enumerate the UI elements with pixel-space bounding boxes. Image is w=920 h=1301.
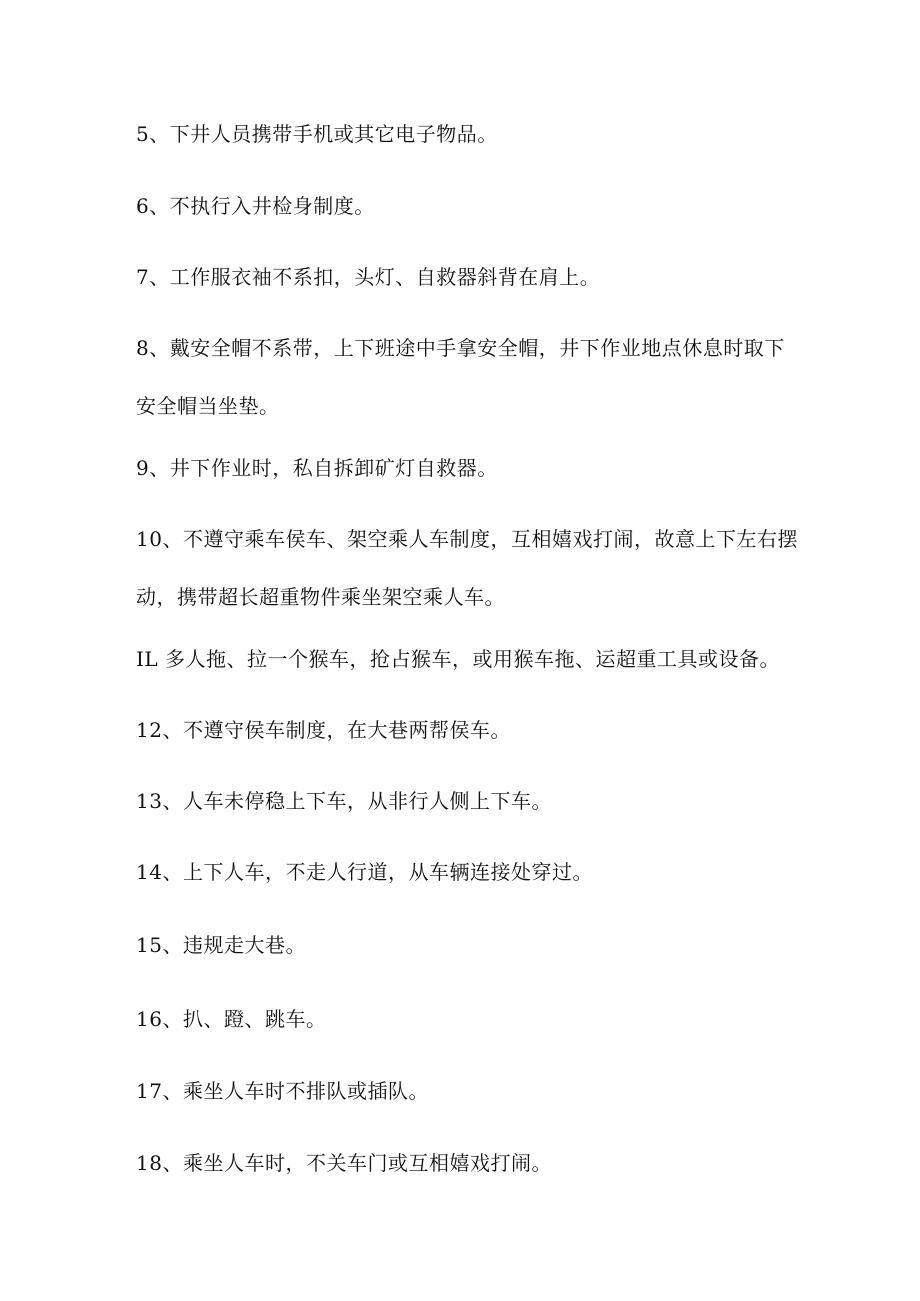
item-9-line-1: 9、井下作业时，私自拆卸矿灯自救器。 — [136, 456, 498, 480]
item-7-line-1: 7、工作服衣袖不系扣，头灯、自救器斜背在肩上。 — [136, 265, 601, 289]
item-7 — [136, 248, 796, 306]
item-8 — [136, 319, 796, 435]
item-16-line-1: 16、扒、蹬、跳车。 — [136, 1007, 327, 1031]
item-18-line-1: 18、乘坐人车时，不关车门或互相嬉戏打闹。 — [136, 1151, 552, 1175]
item-16 — [136, 990, 796, 1048]
item-14 — [136, 843, 796, 901]
item-13 — [136, 772, 796, 830]
item-15 — [136, 916, 796, 974]
item-12-line-1: 12、不遵守侯车制度，在大巷两帮侯车。 — [136, 718, 511, 742]
item-13-line-1: 13、人车未停稳上下车，从非行人侧上下车。 — [136, 789, 552, 813]
item-17-line-1: 17、乘坐人车时不排队或插队。 — [136, 1079, 429, 1103]
item-18 — [136, 1134, 796, 1192]
item-5 — [136, 105, 796, 163]
item-9 — [136, 439, 796, 497]
item-10 — [136, 510, 796, 626]
item-6-line-1: 6、不执行入井检身制度。 — [136, 194, 375, 218]
item-8-line-2: 安全帽当坐垫。 — [136, 394, 280, 418]
item-10-line-1: 10、不遵守乘车侯车、架空乘人车制度，互相嬉戏打闹，故意上下左右摆 — [136, 527, 798, 551]
item-12 — [136, 701, 796, 759]
item-11 — [136, 630, 796, 688]
item-5-line-1: 5、下井人员携带手机或其它电子物品。 — [136, 122, 498, 146]
item-10-line-2: 动，携带超长超重物件乘坐架空乘人车。 — [136, 585, 505, 609]
item-6 — [136, 177, 796, 235]
item-11-line-1: IL 多人拖、拉一个猴车，抢占猴车，或用猴车拖、运超重工具或设备。 — [136, 647, 781, 671]
item-8-line-1: 8、戴安全帽不系带，上下班途中手拿安全帽，井下作业地点休息时取下 — [136, 336, 785, 360]
item-15-line-1: 15、违规走大巷。 — [136, 933, 306, 957]
item-17 — [136, 1062, 796, 1120]
item-14-line-1: 14、上下人车，不走人行道，从车辆连接处穿过。 — [136, 860, 593, 884]
